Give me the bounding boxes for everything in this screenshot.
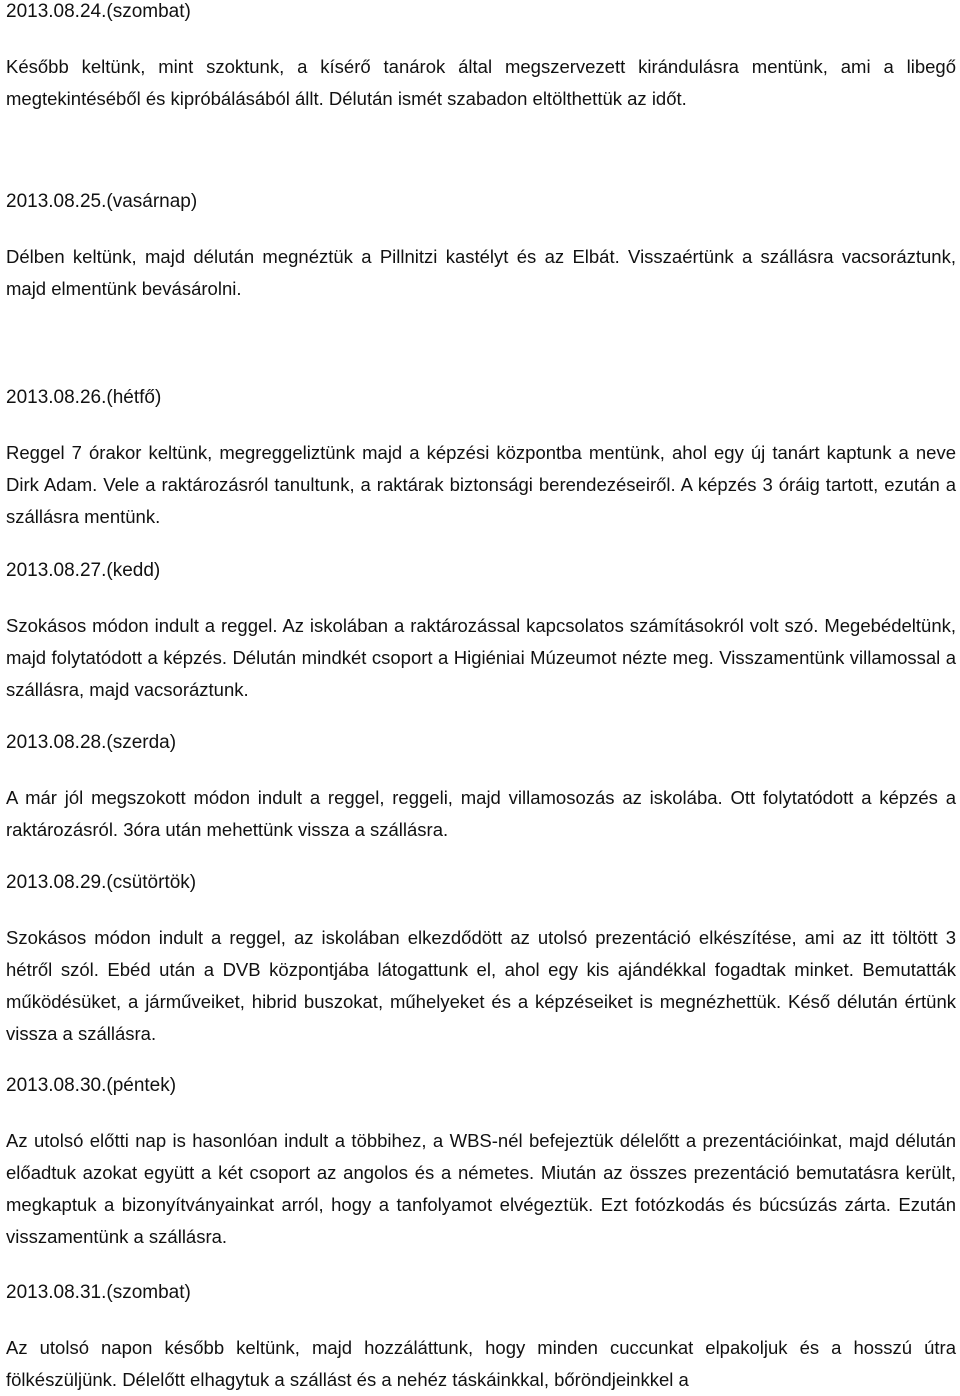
entry-date: 2013.08.30.(péntek) [6, 1075, 177, 1096]
entry-text: Az utolsó előtti nap is hasonlóan indult a többihez, a WBS-nél befejeztük délelőtt a prezentációinkat, majd délután előadtuk azokat együtt a két csoport az angolos és a németes. Miután az összes prezentáció bemutatásra került, megkaptuk a bizonyítványainkat arról, hogy a tanfolyamot elvégeztük. Ezt fotózkodás és búcsúzás zárta. Ezután visszamentünk a szállásra. [6, 1130, 956, 1247]
entry-date: 2013.08.27.(kedd) [6, 560, 161, 581]
entry-text: Délben keltünk, majd délután megnéztük a Pillnitzi kastélyt és az Elbát. Visszaértünk a szállásra vacsoráztunk, majd elmentünk bevásárolni. [6, 246, 956, 299]
entry-text: Később keltünk, mint szoktunk, a kísérő tanárok által megszervezett kirándulásra mentünk, ami a libegő megtekintéséből és kipróbálásából állt. Délután ismét szabadon eltölthettük az időt. [6, 56, 956, 109]
entry-date: 2013.08.24.(szombat) [6, 1, 191, 22]
diary-entry-0827 [6, 559, 956, 706]
entry-date: 2013.08.31.(szombat) [6, 1282, 191, 1303]
entry-text: Az utolsó napon később keltünk, majd hozzáláttunk, hogy minden cuccunkat elpakoljuk és a hosszú útra fölkészüljünk. Délelőtt elhagytuk a szállást és a nehéz táskáinkkal, bőröndjeinkkel a [6, 1337, 956, 1390]
entry-date: 2013.08.28.(szerda) [6, 732, 177, 753]
diary-entry-0826 [6, 386, 956, 533]
entry-text: Szokásos módon indult a reggel. Az iskolában a raktározással kapcsolatos számításokról volt szó. Megebédeltünk, majd folytatódott a képzés. Délután mindkét csoport a Higiéniai Múzeumot nézte meg. Visszamentünk villamossal a szállásra, majd vacsoráztunk. [6, 615, 956, 700]
entry-text: Reggel 7 órakor keltünk, megreggeliztünk majd a képzési központba mentünk, ahol egy új tanárt kaptunk a neve Dirk Adam. Vele a raktározásról tanultunk, a raktárak biztonsági berendezéseiről. A képzés 3 óráig tartott, ezután a szállásra mentünk. [6, 442, 956, 527]
diary-entry-0825 [6, 190, 956, 305]
entry-text: Szokásos módon indult a reggel, az iskolában elkezdődött az utolsó prezentáció elkészítése, ami az itt töltött 3 hétről szól. Ebéd után a DVB központjába látogattunk el, ahol egy kis ajándékkal fogadtak minket. Bemutatták működésüket, a járműveiket, hibrid buszokat, műhelyeket és a képzéseiket is megnézhettük. Késő délután értünk vissza a szállásra. [6, 927, 956, 1044]
diary-entry-0829 [6, 871, 956, 1050]
entry-text: A már jól megszokott módon indult a reggel, reggeli, majd villamosozás az iskolába. Ott folytatódott a képzés a raktározásról. 3óra után mehettünk vissza a szállásra. [6, 787, 956, 840]
entry-date: 2013.08.25.(vasárnap) [6, 191, 198, 212]
diary-entry-0830 [6, 1074, 956, 1253]
entry-date: 2013.08.29.(csütörtök) [6, 872, 197, 893]
diary-entry-0828 [6, 731, 956, 846]
diary-entry-0824 [6, 0, 956, 115]
diary-entry-0831 [6, 1281, 956, 1396]
entry-date: 2013.08.26.(hétfő) [6, 387, 162, 408]
